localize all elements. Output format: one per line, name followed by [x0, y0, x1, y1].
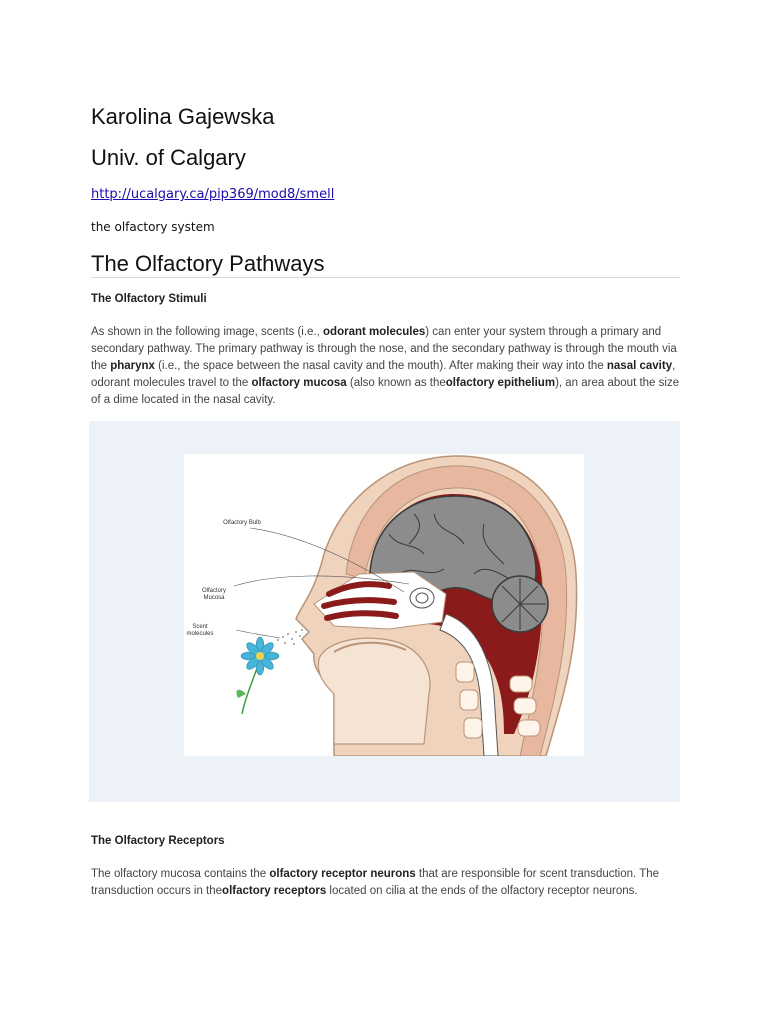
label-olfactory-bulb: Olfactory Bulb	[223, 520, 261, 526]
flower-illustration	[236, 637, 279, 714]
stimuli-heading: The Olfactory Stimuli	[91, 293, 207, 305]
olfactory-diagram	[184, 454, 584, 756]
label-olfactory-mucosa: Olfactory Mucosa	[201, 588, 226, 601]
stimuli-paragraph: As shown in the following image, scents (i.e., odorant molecules) can enter your system through a primary and secondary pathway. The primary pathway is through the nose, and the secondary pathway is through the mouth via the pharynx (i.e., the space between the nasal cavity and the mouth). After making their way into the nasal cavity, odorant molecules travel to the olfactory mucosa (also known as theolfactory epithelium), an area about the size of a dime located in the nasal cavity.	[91, 326, 680, 406]
institution-name: Univ. of Calgary	[91, 145, 246, 170]
author-name: Karolina Gajewska	[91, 104, 275, 129]
source-link[interactable]: http://ucalgary.ca/pip369/mod8/smell	[91, 187, 335, 202]
section-title: The Olfactory Pathways	[91, 251, 325, 276]
receptors-heading: The Olfactory Receptors	[91, 835, 225, 847]
document-subtitle: the olfactory system	[91, 220, 215, 234]
receptors-paragraph: The olfactory mucosa contains the olfactory receptor neurons that are responsible for scent transduction. The transduction occurs in theolfactory receptors located on cilia at the ends of the olfactory receptor neurons.	[91, 868, 660, 897]
label-scent-molecules: Scent molecules	[186, 624, 214, 637]
section-divider	[91, 277, 680, 278]
head-cross-section-illustration	[184, 454, 584, 756]
